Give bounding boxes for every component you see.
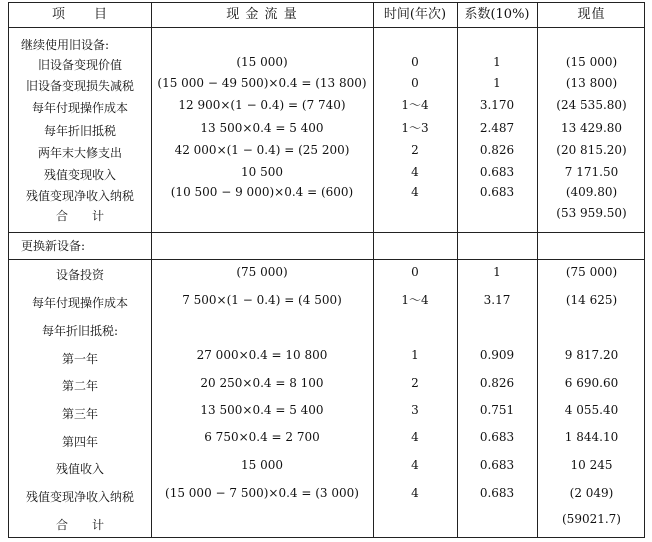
row-item: 第二年 — [61, 379, 98, 393]
total-present-value: (53 959.50) — [556, 206, 627, 220]
row-time: 4 — [411, 486, 419, 500]
row-cashflow: 13 500×0.4 = 5 400 — [200, 121, 324, 135]
row-item: 设备投资 — [55, 268, 104, 282]
row-time: 4 — [411, 458, 419, 472]
row-coefficient: 3.170 — [479, 98, 515, 112]
row-coefficient: 0.683 — [479, 165, 515, 179]
row-present-value: (13 800) — [565, 76, 618, 90]
row-present-value: (20 815.20) — [556, 143, 627, 157]
row-item: 第一年 — [61, 352, 98, 366]
row-time: 1 — [411, 348, 419, 362]
row-item: 残值变现收入 — [43, 168, 116, 182]
row-time: 0 — [411, 265, 419, 279]
section-divider-top — [9, 232, 644, 233]
row-cashflow: 6 750×0.4 = 2 700 — [204, 430, 320, 444]
row-coefficient: 0.751 — [479, 403, 515, 417]
header-divider — [9, 27, 644, 28]
row-coefficient: 2.487 — [479, 121, 515, 135]
row-present-value: 13 429.80 — [560, 121, 623, 135]
row-present-value: (75 000) — [565, 265, 618, 279]
row-cashflow: 13 500×0.4 = 5 400 — [200, 403, 324, 417]
row-time: 1～3 — [401, 121, 429, 135]
total-label: 合 计 — [55, 209, 104, 223]
row-item: 每年付现操作成本 — [31, 101, 128, 115]
row-present-value: 10 245 — [570, 458, 613, 472]
row-coefficient: 0.683 — [479, 430, 515, 444]
row-item: 第三年 — [61, 407, 98, 421]
row-time: 1～4 — [401, 98, 429, 112]
row-item: 残值变现净收入纳税 — [25, 189, 134, 203]
row-item: 第四年 — [61, 435, 98, 449]
row-time: 2 — [411, 143, 419, 157]
row-item: 旧设备变现损失减税 — [25, 79, 134, 93]
total-label: 合 计 — [55, 518, 104, 532]
header-item: 项 目 — [51, 7, 108, 22]
row-coefficient: 1 — [493, 265, 501, 279]
row-coefficient: 0.683 — [479, 458, 515, 472]
header-time: 时间(年次) — [383, 7, 447, 22]
row-item: 旧设备变现价值 — [37, 58, 122, 72]
header-coefficient: 系数(10%) — [464, 7, 530, 22]
old-section-title: 继续使用旧设备: — [21, 38, 110, 52]
row-time: 4 — [411, 185, 419, 199]
row-present-value: (24 535.80) — [556, 98, 627, 112]
row-time: 2 — [411, 376, 419, 390]
row-coefficient: 0.826 — [479, 376, 515, 390]
row-cashflow: 7 500×(1 − 0.4) = (4 500) — [182, 293, 342, 307]
section-divider-bottom — [9, 259, 644, 260]
row-item: 每年折旧抵税: — [41, 324, 119, 338]
row-cashflow: 42 000×(1 − 0.4) = (25 200) — [174, 143, 350, 157]
row-coefficient: 0.683 — [479, 486, 515, 500]
row-coefficient: 0.683 — [479, 185, 515, 199]
row-time: 1～4 — [401, 293, 429, 307]
row-cashflow: 20 250×0.4 = 8 100 — [200, 376, 324, 390]
row-present-value: (15 000) — [565, 55, 618, 69]
row-present-value: 9 817.20 — [564, 348, 619, 362]
header-cashflow: 现 金 流 量 — [226, 7, 298, 22]
header-present-value: 现值 — [577, 7, 606, 22]
row-cashflow: (15 000 − 7 500)×0.4 = (3 000) — [165, 486, 359, 500]
row-present-value: 4 055.40 — [564, 403, 619, 417]
row-coefficient: 1 — [493, 55, 501, 69]
row-cashflow: (10 500 − 9 000)×0.4 = (600) — [170, 185, 354, 199]
row-cashflow: (15 000 − 49 500)×0.4 = (13 800) — [157, 76, 367, 90]
new-section-title: 更换新设备: — [21, 239, 86, 253]
row-present-value: (409.80) — [565, 185, 618, 199]
row-present-value: 6 690.60 — [564, 376, 619, 390]
row-present-value: (2 049) — [569, 486, 614, 500]
row-item: 两年末大修支出 — [37, 146, 122, 160]
row-item: 残值变现净收入纳税 — [25, 490, 134, 504]
row-time: 4 — [411, 165, 419, 179]
row-cashflow: (15 000) — [236, 55, 288, 69]
total-present-value: (59021.7) — [562, 512, 621, 526]
row-item: 残值收入 — [55, 462, 104, 476]
row-item: 每年付现操作成本 — [31, 296, 128, 310]
row-present-value: (14 625) — [565, 293, 618, 307]
row-coefficient: 0.909 — [479, 348, 515, 362]
row-time: 3 — [411, 403, 419, 417]
row-time: 4 — [411, 430, 419, 444]
row-cashflow: 10 500 — [241, 165, 283, 179]
row-cashflow: 27 000×0.4 = 10 800 — [196, 348, 328, 362]
row-cashflow: 15 000 — [241, 458, 283, 472]
row-time: 0 — [411, 76, 419, 90]
row-cashflow: (75 000) — [236, 265, 288, 279]
row-item: 每年折旧抵税 — [43, 124, 116, 138]
row-coefficient: 1 — [493, 76, 501, 90]
cash-flow-table — [8, 2, 645, 538]
row-coefficient: 3.17 — [483, 293, 511, 307]
row-present-value: 7 171.50 — [564, 165, 619, 179]
row-time: 0 — [411, 55, 419, 69]
row-present-value: 1 844.10 — [564, 430, 619, 444]
row-cashflow: 12 900×(1 − 0.4) = (7 740) — [178, 98, 346, 112]
row-coefficient: 0.826 — [479, 143, 515, 157]
